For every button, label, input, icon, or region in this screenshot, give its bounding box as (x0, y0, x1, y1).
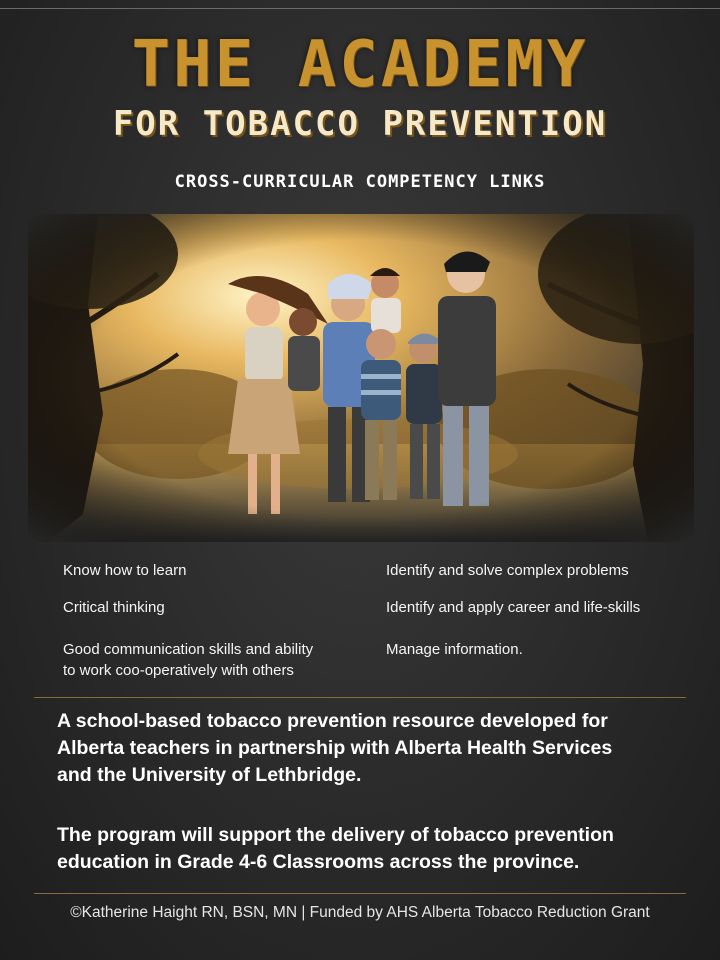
description-line: Alberta teachers in partnership with Alberta Health Services (57, 737, 613, 759)
poster-subtitle: FOR TOBACCO PREVENTION (112, 104, 608, 144)
competency-item: Identify and apply career and life-skills (386, 599, 641, 616)
competency-list (63, 560, 703, 690)
competency-item-continued: to work coo-operatively with others (63, 662, 294, 679)
program-line: The program will support the delivery of tobacco prevention (57, 824, 614, 846)
program-paragraph (57, 822, 677, 876)
poster-tagline: CROSS-CURRICULAR COMPETENCY LINKS (174, 172, 546, 192)
description-line: A school-based tobacco prevention resource developed for (57, 710, 608, 732)
poster-title: THE ACADEMY (131, 28, 589, 102)
competency-item: Good communication skills and ability (63, 641, 314, 658)
competency-item: Critical thinking (63, 599, 165, 616)
hero-illustration (28, 214, 694, 542)
competency-item: Identify and solve complex problems (386, 562, 629, 579)
footer-credit: ©Katherine Haight RN, BSN, MN | Funded by AHS Alberta Tobacco Reduction Grant (70, 904, 650, 921)
description-paragraph (57, 708, 677, 789)
program-line: education in Grade 4-6 Classrooms across the province. (57, 851, 580, 873)
competency-item: Know how to learn (63, 562, 187, 579)
section-divider (34, 697, 686, 698)
competency-item: Manage information. (386, 641, 523, 658)
top-divider (0, 8, 720, 9)
footer-divider (34, 893, 686, 894)
description-line: and the University of Lethbridge. (57, 764, 362, 786)
